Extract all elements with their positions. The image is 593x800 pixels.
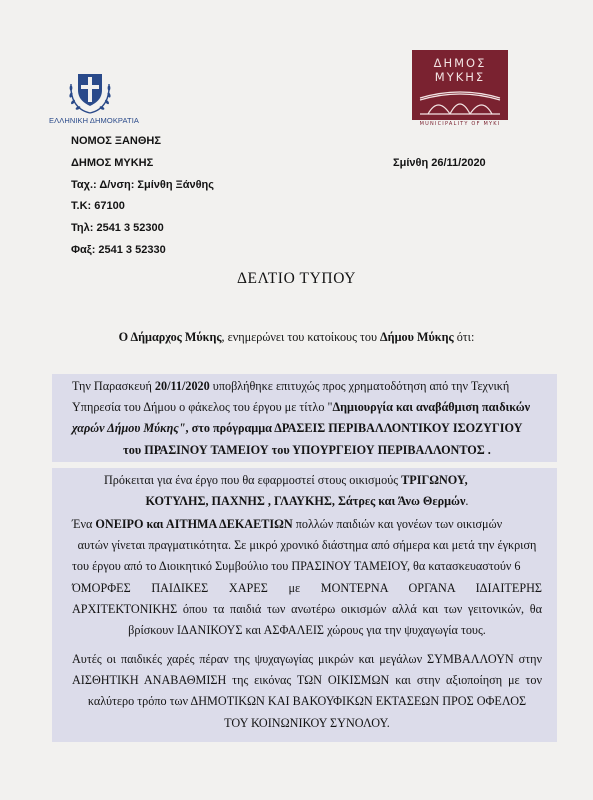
intro-line: Ο Δήμαρχος Μύκης, ενημερώνει του κατοίκους του Δήμου Μύκης ότι: xyxy=(118,330,475,344)
prefecture: ΝΟΜΟΣ ΞΑΝΘΗΣ xyxy=(71,135,161,147)
logo-line-2: ΜΥΚΗΣ xyxy=(434,70,486,84)
fax: Φαξ: 2541 3 52330 xyxy=(71,244,166,256)
p4-line-2: ΑΙΣΘΗΤΙΚΗ ΑΝΑΒΑΘΜΙΣΗ της εικόνας ΤΩΝ ΟΙΚΙΣΜΩΝ και στην αξιοποίηση με τον xyxy=(72,673,542,688)
p3-line-2: αυτών γίνεται πραγματικότητα. Σε μικρό χρονικό διάστημα από σήμερα και μετά την έγκριση xyxy=(77,538,537,553)
p1-line-2: Υπηρεσία του Δήμου ο φάκελος του έργου με τίτλο "Δημιουργία και αναβάθμιση παιδικών xyxy=(72,400,531,415)
paragraph-4 xyxy=(72,649,542,734)
p1-line-1: Την Παρασκευή 20/11/2020 υποβλήθηκε επιτυχώς προς χρηματοδότηση από την Τεχνική xyxy=(72,379,510,393)
paragraph-2 xyxy=(72,470,542,512)
page-title: ΔΕΛΤΙΟ ΤΥΠΟΥ xyxy=(236,270,357,287)
p3-line-3: του έργου από το Διοικητικό Συμβούλιο του ΠΡΑΣΙΝΟΥ ΤΑΜΕΙΟΥ, θα κατασκευαστούν 6 xyxy=(72,559,521,574)
p2-line-1: Πρόκειται για ένα έργο που θα εφαρμοστεί στους οικισμούς ΤΡΙΓΩΝΟΥ, xyxy=(104,473,468,487)
date: Σμίνθη 26/11/2020 xyxy=(393,157,486,169)
paragraph-3 xyxy=(72,514,542,641)
p1-line-4: του ΠΡΑΣΙΝΟΥ ΤΑΜΕΙΟΥ του ΥΠΟΥΡΓΕΙΟΥ ΠΕΡΙΒΑΛΛΟΝΤΟΣ . xyxy=(123,442,491,457)
address: Ταχ.: Δ/νση: Σμίνθη Ξάνθης xyxy=(71,179,214,191)
postal-code: Τ.Κ: 67100 xyxy=(71,200,125,212)
p4-line-1: Αυτές οι παιδικές χαρές πέραν της ψυχαγωγίας μικρών και μεγάλων ΣΥΜΒΑΛΛΟΥΝ στην xyxy=(72,652,542,666)
phone: Τηλ: 2541 3 52300 xyxy=(71,222,164,234)
stone-bridge-icon xyxy=(418,84,502,116)
greek-republic-emblem-icon xyxy=(66,66,114,116)
municipality-logo xyxy=(412,50,508,120)
p1-line-3: χαρών Δήμου Μύκης", στο πρόγραμμα ΔΡΑΣΕΙΣ ΠΕΡΙΒΑΛΛΟΝΤΙΚΟΥ ΙΣΟΖΥΓΙΟΥ xyxy=(72,421,523,436)
p3-line-5: ΑΡΧΙΤΕΚΤΟΝΙΚΗΣ όπου τα παιδιά των ανωτέρω οικισμών αλλά και των γειτονικών, θα xyxy=(72,601,542,616)
p4-line-3: καλύτερο τρόπο των ΔΗΜΟΤΙΚΩΝ ΚΑΙ ΒΑΚΟΥΦΙΚΩΝ ΕΚΤΑΣΕΩΝ ΠΡΟΣ ΟΦΕΛΟΣ xyxy=(87,694,527,709)
p3-line-4: ΌΜΟΡΦΕΣ ΠΑΙΔΙΚΕΣ ΧΑΡΕΣ με ΜΟΝΤΕΡΝΑ ΟΡΓΑΝΑ ΙΔΙΑΙΤΕΡΗΣ xyxy=(72,580,542,595)
p2-line-2: ΚΟΤΥΛΗΣ, ΠΑΧΝΗΣ , ΓΛΑΥΚΗΣ, Σάτρες και Άνω Θερμών. xyxy=(145,494,469,509)
p3-line-6: βρίσκουν ΙΔΑΝΙΚΟΥΣ και ΑΣΦΑΛΕΙΣ χώρους για την ψυχαγωγία τους. xyxy=(128,623,486,638)
logo-subtitle: MUNICIPALITY OF MYKI xyxy=(419,121,501,127)
p3-line-1: Ένα ΟΝΕΙΡΟ και ΑΙΤΗΜΑ ΔΕΚΑΕΤΙΩΝ πολλών παιδιών και γονέων των οικισμών xyxy=(72,517,503,531)
logo-line-1: ΔΗΜΟΣ xyxy=(433,56,487,70)
greek-republic-label: ΕΛΛΗΝΙΚΗ ΔΗΜΟΚΡΑΤΙΑ xyxy=(49,116,139,125)
p4-line-4: ΤΟΥ ΚΟΙΝΩΝΙΚΟΥ ΣΥΝΟΛΟΥ. xyxy=(224,715,390,730)
municipality: ΔΗΜΟΣ ΜΥΚΗΣ xyxy=(71,157,154,169)
paragraph-1 xyxy=(72,376,542,461)
